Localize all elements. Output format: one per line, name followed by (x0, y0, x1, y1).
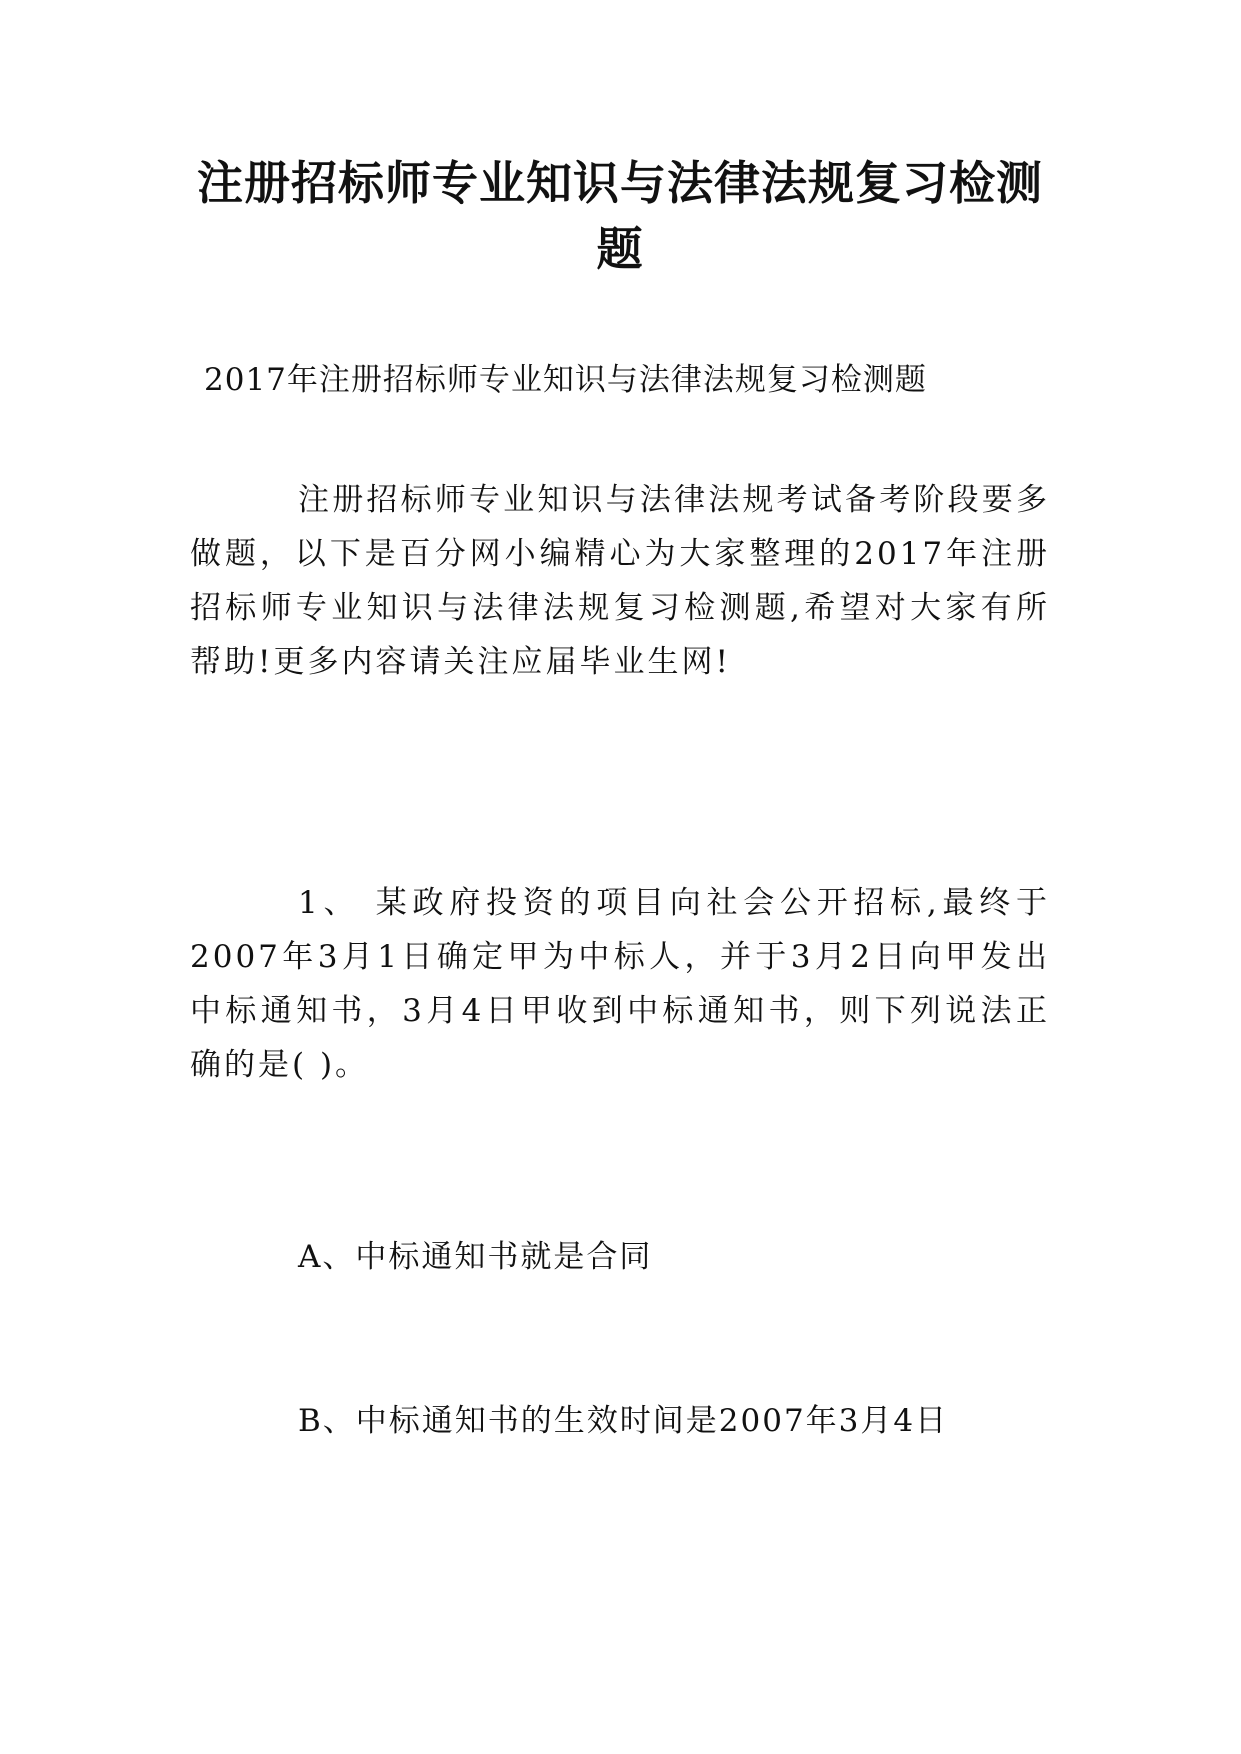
document-subtitle: 2017年注册招标师专业知识与法律法规复习检测题 (204, 362, 927, 398)
question-1-option-a: A、中标通知书就是合同 (298, 1239, 653, 1275)
intro-paragraph: 注册招标师专业知识与法律法规考试备考阶段要多做题，以下是百分网小编精心为大家整理的2017年注册招标师专业知识与法律法规复习检测题,希望对大家有所帮助!更多内容请关注应届毕业生网! (190, 482, 1050, 680)
document-title: 注册招标师专业知识与法律法规复习检测题 (197, 156, 1043, 276)
question-1-text: 1、 某政府投资的项目向社会公开招标,最终于2007年3月1日确定甲为中标人，并于3月2日向甲发出中标通知书，3月4日甲收到中标通知书，则下列说法正确的是( )。 (190, 885, 1050, 1083)
question-1-option-b: B、中标通知书的生效时间是2007年3月4日 (298, 1403, 949, 1439)
